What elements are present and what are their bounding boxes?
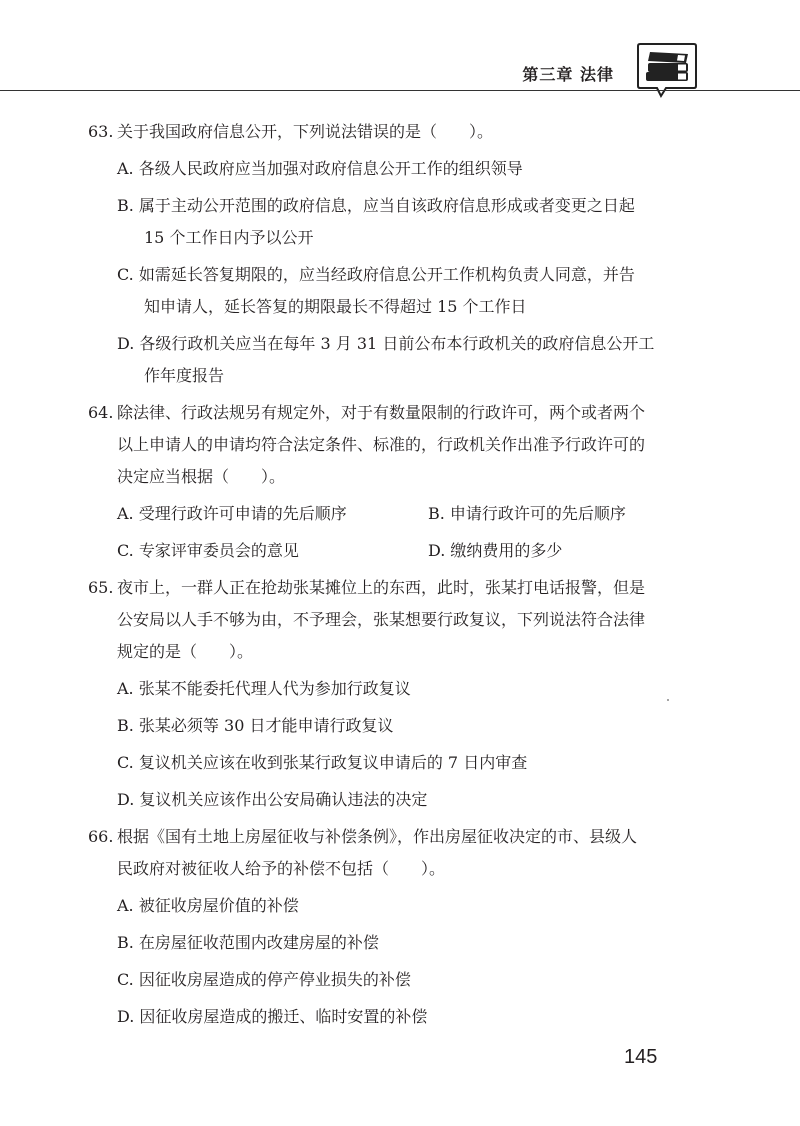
option-line	[0, 710, 800, 742]
question-number: 64.	[88, 403, 114, 422]
option-line	[0, 747, 800, 779]
option-text: 15 个工作日内予以公开	[144, 228, 314, 247]
option-text: B. 申请行政许可的先后顺序	[428, 504, 626, 523]
option-line	[0, 927, 800, 959]
chapter-title: 第三章 法律	[522, 65, 614, 84]
option-text: D. 复议机关应该作出公安局确认违法的决定	[117, 790, 428, 809]
question-number: 65.	[88, 578, 114, 597]
question-66	[0, 821, 800, 1038]
option-text: 作年度报告	[144, 366, 225, 385]
question-stem-text: 除法律、行政法规另有规定外，对于有数量限制的行政许可，两个或者两个	[117, 403, 646, 422]
question-stem-text: 公安局以人手不够为由，不予理会，张某想要行政复议，下列说法符合法律	[117, 610, 646, 629]
option-line	[0, 673, 800, 705]
question-65	[0, 572, 800, 821]
question-stem-text: 根据《国有土地上房屋征收与补偿条例》，作出房屋征收决定的市、县级人	[117, 827, 638, 846]
question-stem-line	[0, 821, 800, 853]
option-text: B. 在房屋征收范围内改建房屋的补偿	[117, 933, 379, 952]
option-text: D. 各级行政机关应当在每年 3 月 31 日前公布本行政机关的政府信息公开工	[117, 334, 655, 353]
option-line	[0, 222, 800, 254]
option-text: C. 因征收房屋造成的停产停业损失的补偿	[117, 970, 411, 989]
option-text: A. 被征收房屋价值的补偿	[117, 896, 299, 915]
option-line	[0, 784, 800, 816]
option-text: A. 受理行政许可申请的先后顺序	[117, 504, 347, 523]
option-line	[0, 328, 800, 360]
option-text: A. 各级人民政府应当加强对政府信息公开工作的组织领导	[117, 159, 523, 178]
question-stem-line	[0, 397, 800, 429]
option-text: B. 属于主动公开范围的政府信息，应当自该政府信息形成或者变更之日起	[117, 196, 635, 215]
question-stem-line	[0, 116, 800, 148]
option-line	[0, 964, 800, 996]
question-list	[0, 116, 800, 1038]
question-stem-line	[0, 636, 800, 668]
scan-speck	[667, 699, 669, 701]
question-stem-line	[0, 429, 800, 461]
option-row	[0, 498, 800, 530]
option-line	[0, 890, 800, 922]
option-line	[0, 291, 800, 323]
question-stem-line	[0, 572, 800, 604]
option-line	[0, 259, 800, 291]
question-stem-line	[0, 461, 800, 493]
question-stem-line	[0, 604, 800, 636]
question-stem-text: 决定应当根据（ ）。	[117, 467, 286, 486]
question-stem-text: 规定的是（ ）。	[117, 642, 254, 661]
header-rule	[0, 90, 800, 91]
question-stem-text: 关于我国政府信息公开，下列说法错误的是（ ）。	[117, 122, 494, 141]
question-stem-text: 夜市上，一群人正在抢劫张某摊位上的东西，此时，张某打电话报警，但是	[117, 578, 646, 597]
option-text: C. 专家评审委员会的意见	[117, 541, 299, 560]
option-text: 知申请人，延长答复的期限最长不得超过 15 个工作日	[144, 297, 527, 316]
option-line	[0, 190, 800, 222]
option-text: B. 张某必须等 30 日才能申请行政复议	[117, 716, 394, 735]
option-text: C. 复议机关应该在收到张某行政复议申请后的 7 日内审查	[117, 753, 528, 772]
book-stack-icon	[636, 42, 698, 100]
page-number: 145	[624, 1046, 658, 1068]
option-text: A. 张某不能委托代理人代为参加行政复议	[117, 679, 411, 698]
option-text: C. 如需延长答复期限的，应当经政府信息公开工作机构负责人同意，并告	[117, 265, 635, 284]
option-line	[0, 1001, 800, 1033]
option-text: D. 缴纳费用的多少	[428, 541, 563, 560]
option-line	[0, 153, 800, 185]
question-number: 63.	[88, 122, 114, 141]
option-row	[0, 535, 800, 567]
question-stem-text: 以上申请人的申请均符合法定条件、标准的，行政机关作出准予行政许可的	[117, 435, 646, 454]
question-stem-line	[0, 853, 800, 885]
question-64	[0, 397, 800, 572]
option-text: D. 因征收房屋造成的搬迁、临时安置的补偿	[117, 1007, 428, 1026]
option-line	[0, 360, 800, 392]
question-63	[0, 116, 800, 397]
question-number: 66.	[88, 827, 114, 846]
page-header	[0, 0, 800, 100]
question-stem-text: 民政府对被征收人给予的补偿不包括（ ）。	[117, 859, 446, 878]
